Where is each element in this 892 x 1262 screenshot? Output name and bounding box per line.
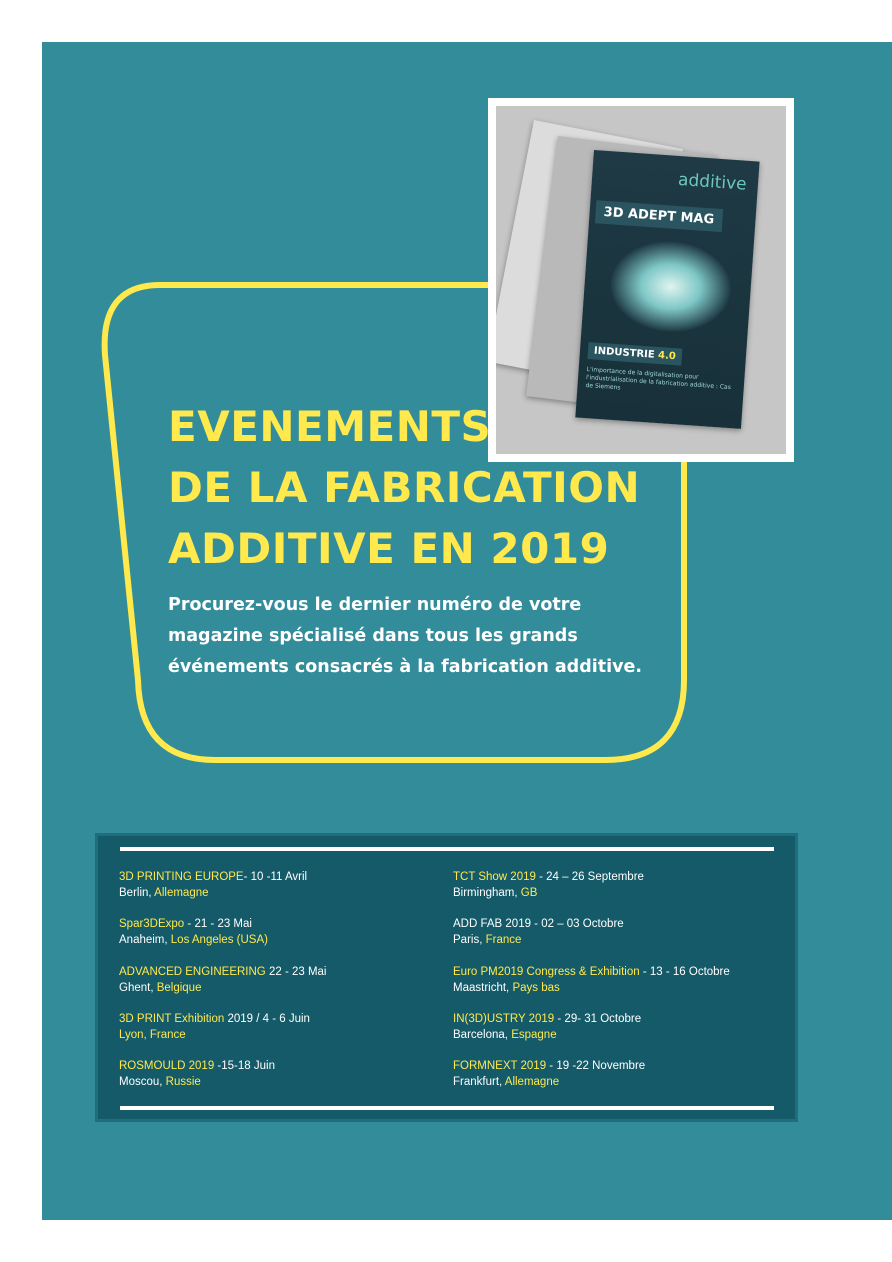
divider: [120, 847, 774, 851]
events-column-left: [119, 869, 327, 1105]
divider: [120, 1106, 774, 1110]
event-city: Anaheim,: [119, 934, 171, 947]
event-date: - 19 -22 Novembre: [546, 1060, 646, 1073]
title-line: ADDITIVE EN 2019: [168, 524, 610, 573]
event-city: Berlin,: [119, 887, 155, 899]
event-date: - 29- 31 Octobre: [554, 1012, 642, 1025]
event-item: [119, 869, 327, 916]
event-country: Allemagne: [154, 887, 209, 899]
event-item: [453, 964, 730, 1011]
event-name: FORMNEXT 2019: [453, 1060, 547, 1073]
intro-line: événements consacrés à la fabrication additive.: [168, 657, 643, 677]
event-item: [119, 1011, 327, 1058]
intro-text: [168, 590, 668, 683]
event-city: Moscou,: [119, 1076, 166, 1089]
events-column-right: [453, 869, 730, 1105]
event-name: ADD FAB 2019: [453, 918, 531, 931]
event-country: Russie: [165, 1076, 201, 1089]
event-country: Pays bas: [512, 981, 560, 994]
event-date: 2019 / 4 - 6 Juin: [224, 1012, 310, 1025]
intro-line: magazine spécialisé dans tous les grands: [168, 626, 578, 646]
event-country: France: [485, 934, 522, 947]
event-date: - 24 – 26 Septembre: [535, 871, 644, 883]
event-city: Barcelona,: [453, 1028, 512, 1041]
magazine-tag: INDUSTRIE 4.0: [587, 342, 682, 366]
event-name: IN(3D)USTRY 2019: [453, 1012, 555, 1025]
event-country: Lyon, France: [119, 1028, 186, 1041]
event-country: Espagne: [511, 1028, 557, 1041]
event-name: 3D PRINT Exhibition: [119, 1012, 225, 1025]
magazine-illustration: [608, 238, 734, 336]
event-city: Paris,: [453, 934, 486, 947]
event-date: -15-18 Juin: [214, 1060, 275, 1073]
intro-line: Procurez-vous le dernier numéro de votre: [168, 595, 582, 615]
event-city: Ghent,: [119, 981, 157, 994]
event-country: Belgique: [156, 981, 202, 994]
event-name: 3D PRINTING EUROPE: [119, 871, 244, 883]
event-item: [453, 869, 730, 916]
event-country: GB: [520, 887, 538, 899]
event-date: - 13 - 16 Octobre: [639, 965, 730, 978]
event-country: Allemagne: [504, 1076, 560, 1089]
events-box: [95, 833, 798, 1122]
event-name: Euro PM2019 Congress & Exhibition: [453, 965, 640, 978]
magazine-masthead: additive: [677, 169, 748, 195]
title-line: DE LA FABRICATION: [168, 463, 641, 512]
event-country: Los Angeles (USA): [170, 934, 268, 947]
title-line: EVENEMENTS: [168, 402, 492, 451]
event-item: [119, 1058, 327, 1105]
event-date: - 21 - 23 Mai: [184, 918, 252, 931]
event-date: 22 - 23 Mai: [265, 965, 327, 978]
event-item: [453, 1058, 730, 1105]
magazine-blurb: L'importance de la digitalisation pour l'industrialisation de la fabrication additive : Cas de Siemens: [585, 366, 732, 392]
event-name: Spar3DExpo: [119, 918, 185, 931]
event-item: [453, 916, 730, 963]
event-item: [119, 964, 327, 1011]
event-name: ROSMOULD 2019: [119, 1060, 215, 1073]
magazine-cover-front: [575, 150, 759, 429]
event-city: Frankfurt,: [453, 1076, 505, 1089]
event-item: [453, 1011, 730, 1058]
magazine-title: 3D ADEPT MAG: [595, 200, 723, 232]
event-city: Birmingham,: [453, 887, 521, 899]
event-city: Maastricht,: [453, 981, 513, 994]
event-date: - 02 – 03 Octobre: [530, 918, 624, 931]
event-date: - 10 -11 Avril: [243, 871, 308, 883]
event-name: TCT Show 2019: [453, 871, 536, 883]
page-title: [168, 396, 640, 579]
event-item: [119, 916, 327, 963]
event-name: ADVANCED ENGINEERING: [119, 965, 266, 978]
